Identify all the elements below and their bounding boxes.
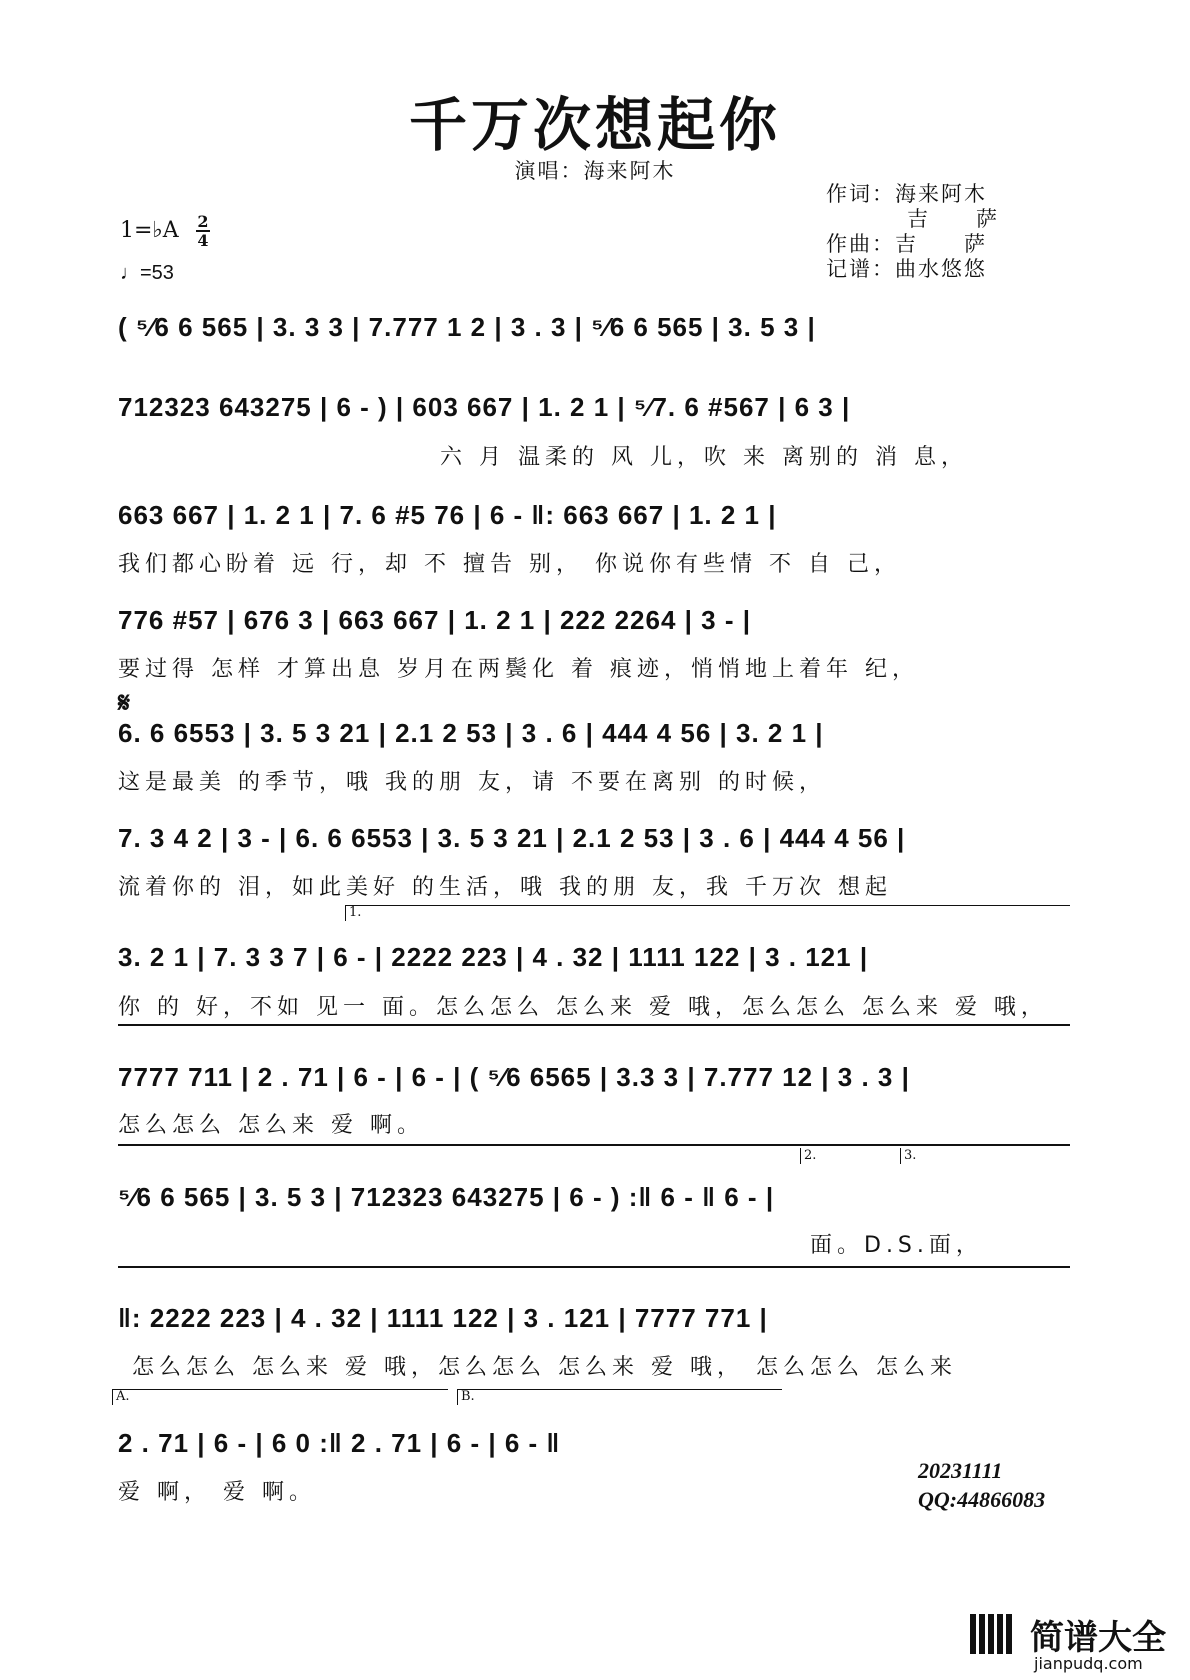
volta-b-bracket [457, 1389, 782, 1390]
qq-stamp: QQ:44866083 [918, 1487, 1046, 1512]
notation-row-10: ‖: 2222 223 | 4 . 32 | 1111 122 | 3 . 121 | 7777 771 | [118, 1303, 768, 1333]
logo-text: 简谱大全 [1030, 1618, 1166, 1658]
notation-row-11: 2 . 71 | 6 - | 6 0 :‖ 2 . 71 | 6 - | 6 - ‖ [118, 1428, 561, 1458]
time-denominator: 4 [197, 231, 209, 250]
transcriber-credit: 记谱：曲水悠悠 [826, 257, 987, 281]
lyrics-row-3: 我们都心盼着 远 行，却 不 擅告 别， 你说你有些情 不 自 己， [118, 552, 901, 577]
notation-row-7: 3. 2 1 | 7. 3 3 7 | 6 - | 2222 223 | 4 . 32 | 1111 122 | 3 . 121 | [118, 942, 869, 972]
section-divider-1 [118, 1024, 1070, 1026]
key-signature: 1=♭A [120, 218, 179, 243]
logo-url: jianpudq.com [1034, 1654, 1143, 1673]
volta-a-bracket [112, 1389, 448, 1390]
notation-row-4: 776 #57 | 676 3 | 663 667 | 1. 2 1 | 222 2264 | 3 - | [118, 605, 751, 635]
notation-row-8: 7777 711 | 2 . 71 | 6 - | 6 - | ( ⁵⁄6 6565 | 3.3 3 | 7.777 12 | 3 . 3 | [118, 1062, 910, 1092]
notation-row-3: 663 667 | 1. 2 1 | 7. 6 #5 76 | 6 - ‖: 663 667 | 1. 2 1 | [118, 500, 777, 530]
composer-credit: 作曲：吉 萨 [826, 232, 987, 256]
date-stamp: 20231111 [918, 1458, 1003, 1483]
lyrics-row-2: 六 月 温柔的 风 儿，吹 来 离别的 消 息， [440, 445, 968, 470]
volta-1-bracket [345, 905, 1070, 906]
lyrics-row-6: 流着你的 泪，如此美好 的生活，哦 我的朋 友，我 千万次 想起 [118, 875, 892, 900]
singer-credit: 演唱：海来阿木 [514, 159, 676, 183]
lyrics-row-11: 爱 啊， 爱 啊。 [118, 1480, 316, 1505]
site-logo [970, 1610, 1190, 1680]
lyrics-row-7: 你 的 好，不如 见一 面。怎么怎么 怎么来 爱 哦，怎么怎么 怎么来 爱 哦， [118, 995, 1048, 1020]
section-divider-2 [118, 1144, 1070, 1146]
notation-row-9: ⁵⁄6 6 565 | 3. 5 3 | 712323 643275 | 6 - ) :‖ 6 - ‖ 6 - | [118, 1182, 775, 1212]
time-numerator: 2 [197, 212, 209, 231]
piano-keys-icon [970, 1614, 1015, 1658]
volta-b-label: B. [457, 1389, 475, 1405]
lyrics-row-4: 要过得 怎样 才算出息 岁月在两鬓化 着 痕迹，悄悄地上着年 纪， [118, 657, 919, 682]
section-divider-3 [118, 1266, 1070, 1268]
lyrics-row-8: 怎么怎么 怎么来 爱 啊。 [118, 1113, 424, 1138]
time-signature [196, 213, 210, 249]
segno-sign: 𝄋 [118, 686, 131, 719]
volta-3-label: 3. [900, 1148, 916, 1164]
lyrics-row-5: 这是最美 的季节，哦 我的朋 友，请 不要在离别 的时候， [118, 770, 826, 795]
tempo-marking: ♩=53 [120, 262, 174, 284]
lyricist-credit-2: 吉 萨 [907, 207, 999, 231]
volta-1-label: 1. [345, 905, 361, 921]
lyricist-credit: 作词：海来阿木 [826, 182, 987, 206]
lyrics-row-10: 怎么怎么 怎么来 爱 哦，怎么怎么 怎么来 爱 哦， 怎么怎么 怎么来 [132, 1355, 957, 1380]
song-title: 千万次想起你 [408, 91, 781, 159]
notation-row-5: 6. 6 6553 | 3. 5 3 21 | 2.1 2 53 | 3 . 6 | 444 4 56 | 3. 2 1 | [118, 718, 824, 748]
notation-row-1: ( ⁵⁄6 6 565 | 3. 3 3 | 7.777 1 2 | 3 . 3 | ⁵⁄6 6 565 | 3. 5 3 | [118, 312, 816, 342]
volta-2-label: 2. [800, 1148, 816, 1164]
lyrics-row-9: 面。D.S.面， [810, 1233, 983, 1258]
volta-a-label: A. [112, 1389, 130, 1405]
notation-row-6: 7. 3 4 2 | 3 - | 6. 6 6553 | 3. 5 3 21 | 2.1 2 53 | 3 . 6 | 444 4 56 | [118, 823, 906, 853]
notation-row-2: 712323 643275 | 6 - ) | 603 667 | 1. 2 1 | ⁵⁄7. 6 #567 | 6 3 | [118, 392, 851, 422]
